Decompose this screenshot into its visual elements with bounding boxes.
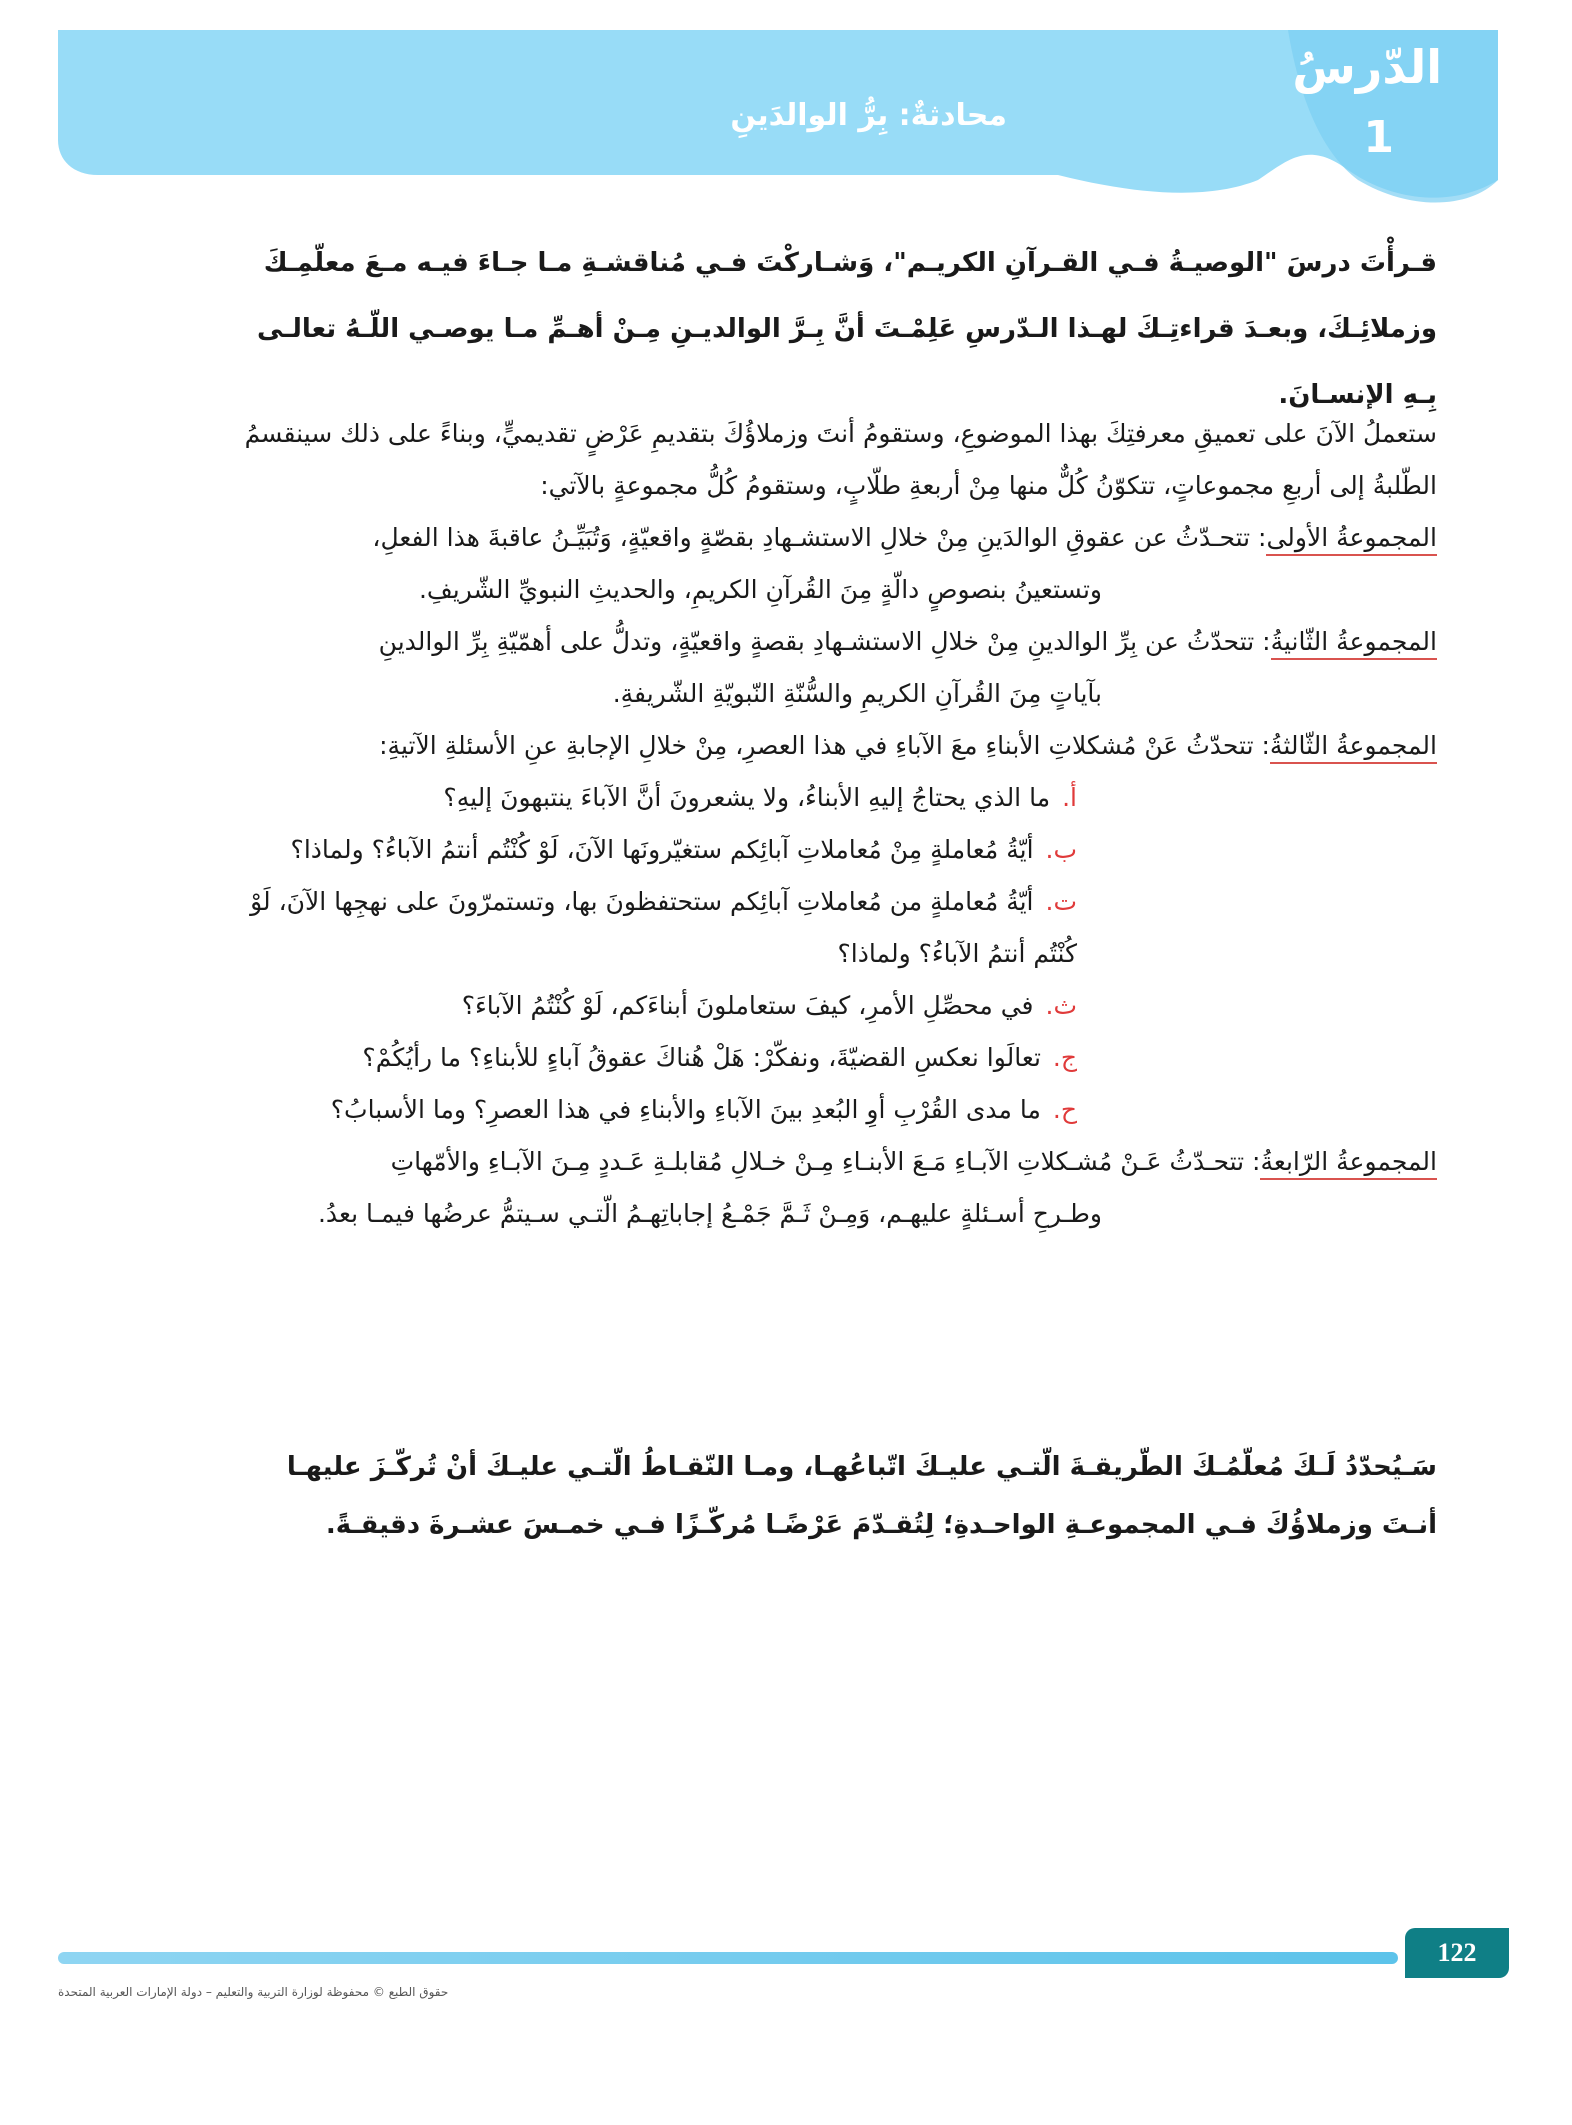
question-text: أيّةُ مُعاملةٍ مِنْ مُعاملاتِ آبائِكم ستغيّرونَها الآنَ، لَوْ كُنْتُم أنتمُ الآباءُ؟ ولماذا؟ bbox=[290, 835, 1034, 864]
question-letter: ت. bbox=[1045, 887, 1077, 916]
page-number: 122 bbox=[1405, 1928, 1509, 1978]
group-3-text: : تتحدّثُ عَنْ مُشكلاتِ الأبناءِ معَ الآباءِ في هذا العصرِ، مِنْ خلالِ الإجابةِ عنِ الأسئلةِ الآتيةِ: bbox=[379, 731, 1270, 760]
question-item bbox=[228, 980, 1437, 1032]
question-letter: أ. bbox=[1062, 783, 1077, 812]
group-2-text: : تتحدّثُ عن بِرِّ الوالدينِ مِنْ خلالِ الاستشـهادِ بقصةٍ واقعيّةٍ، وتدلُّ على أهمّيّةِ بِرِّ الوالدينِ bbox=[378, 627, 1271, 656]
question-letter: ث. bbox=[1045, 991, 1077, 1020]
lesson-subtitle: محادثةٌ: بِرُّ الوالدَينِ bbox=[730, 98, 1007, 133]
group-4 bbox=[228, 1136, 1437, 1188]
question-text: في محصِّلِ الأمرِ، كيفَ ستعاملونَ أبناءَكم، لَوْ كُنْتُمُ الآباءَ؟ bbox=[461, 991, 1034, 1020]
copyright-notice: حقوق الطبع © محفوظة لوزارة التربية والتعليم – دولة الإمارات العربية المتحدة bbox=[58, 1985, 449, 1999]
group-1 bbox=[228, 512, 1437, 564]
body-paragraph: ستعملُ الآنَ على تعميقِ معرفتِكَ بهذا الموضوعِ، وستقومُ أنتَ وزملاؤُكَ بتقديمِ عَرْضٍ تقديميٍّ، وبناءً على ذلك سينقسمُ الطّلبةُ إلى أربعِ مجموعاتٍ، تتكوّنُ كُلٌّ منها مِنْ أربعةِ طلّابٍ، وستقومُ كُلُّ مجموعةٍ بالآتي: bbox=[244, 419, 1437, 500]
footer-bar bbox=[58, 1952, 1398, 1964]
group-4-text: : تتحـدّثُ عَـنْ مُشـكلاتِ الآبـاءِ مَـعَ الأبنـاءِ مِـنْ خـلالِ مُقابلـةِ عَـددٍ مِـنَ الآبـاءِ والأمّهاتِ bbox=[390, 1147, 1261, 1176]
group-4-label: المجموعةُ الرّابعةُ bbox=[1260, 1147, 1437, 1180]
lesson-number: 1 bbox=[1363, 112, 1394, 163]
group-1-continuation: وتستعينُ بنصوصٍ دالّةٍ مِنَ القُرآنِ الكريمِ، والحديثِ النبويِّ الشّريفِ. bbox=[418, 575, 1102, 604]
question-text: أيّةُ مُعاملةٍ من مُعاملاتِ آبائِكم ستحتفظونَ بها، وتستمرّونَ على نهجِها الآنَ، لَوْ كُنْتُم أنتمُ الآباءُ؟ ولماذا؟ bbox=[250, 887, 1077, 968]
group-4-continuation: وطـرحِ أسـئلةٍ عليهـم، وَمِـنْ ثَـمَّ جَمْـعُ إجاباتِهـمُ الّتـي سـيتمُّ عرضُها فيمـا بعدُ. bbox=[317, 1199, 1102, 1228]
lesson-body bbox=[228, 408, 1437, 1240]
group-3-label: المجموعةُ الثّالثةُ bbox=[1270, 731, 1437, 764]
question-letter: ج. bbox=[1052, 1043, 1077, 1072]
group-3 bbox=[228, 720, 1437, 772]
intro-paragraph: قـرأْتَ درسَ "الوصيـةُ فـي القـرآنِ الكريـم"، وَشـاركْتَ فـي مُناقشـةِ مـا جـاءَ فيـه مـعَ معلّمِـكَ وزملائِـكَ، وبعـدَ قراءتِـكَ لهـذا الـدّرسِ عَلِمْـتَ أنَّ بِـرَّ الوالديـنِ مِـنْ أهـمِّ مـا يوصـي اللّـهُ تعالـى بِـهِ الإنسـانَ. bbox=[256, 248, 1437, 410]
lesson-label: الدّرسُ bbox=[1292, 40, 1442, 94]
group-1-label: المجموعةُ الأولى bbox=[1266, 523, 1437, 556]
question-text: ما الذي يحتاجُ إليهِ الأبناءُ، ولا يشعرونَ أنَّ الآباءَ ينتبهونَ إليهِ؟ bbox=[443, 783, 1051, 812]
group-2 bbox=[228, 616, 1437, 668]
group-1-text: : تتحـدّثُ عن عقوقِ الوالدَينِ مِنْ خلالِ الاستشـهادِ بقصّةٍ واقعيّةٍ، وَتُبَيِّـنُ عاقبةَ هذا الفعلِ، bbox=[372, 523, 1267, 552]
question-text: ما مدى القُرْبِ أوِ البُعدِ بينَ الآباءِ والأبناءِ في هذا العصرِ؟ وما الأسبابُ؟ bbox=[330, 1095, 1041, 1124]
group-2-label: المجموعةُ الثّانيةُ bbox=[1271, 627, 1437, 660]
question-item bbox=[228, 1032, 1437, 1084]
closing-paragraph: سَـيُحدّدُ لَـكَ مُعلّمُـكَ الطّريقـةَ الّتـي عليـكَ اتّباعُهـا، ومـا النّقـاطُ الّتـي عليـكَ أنْ تُركّـزَ عليهـا أنـتَ وزملاؤُكَ فـي المجموعـةِ الواحـدةِ؛ لِتُقـدّمَ عَرْضًـا مُركّـزًا فـي خمـسَ عشـرةَ دقيقـةً. bbox=[286, 1452, 1437, 1540]
question-letter: ب. bbox=[1045, 835, 1077, 864]
group-2-continuation: بآياتٍ مِنَ القُرآنِ الكريمِ والسُّنّةِ النّبويّةِ الشّريفةِ. bbox=[612, 679, 1102, 708]
question-item bbox=[228, 876, 1437, 980]
question-item bbox=[228, 1084, 1437, 1136]
question-item bbox=[228, 824, 1437, 876]
question-letter: ح. bbox=[1052, 1095, 1077, 1124]
question-item bbox=[228, 772, 1437, 824]
question-text: تعالَوا نعكسِ القضيّةَ، ونفكّرْ: هَلْ هُناكَ عقوقُ آباءٍ للأبناءِ؟ ما رأيُكُمْ؟ bbox=[362, 1043, 1041, 1072]
